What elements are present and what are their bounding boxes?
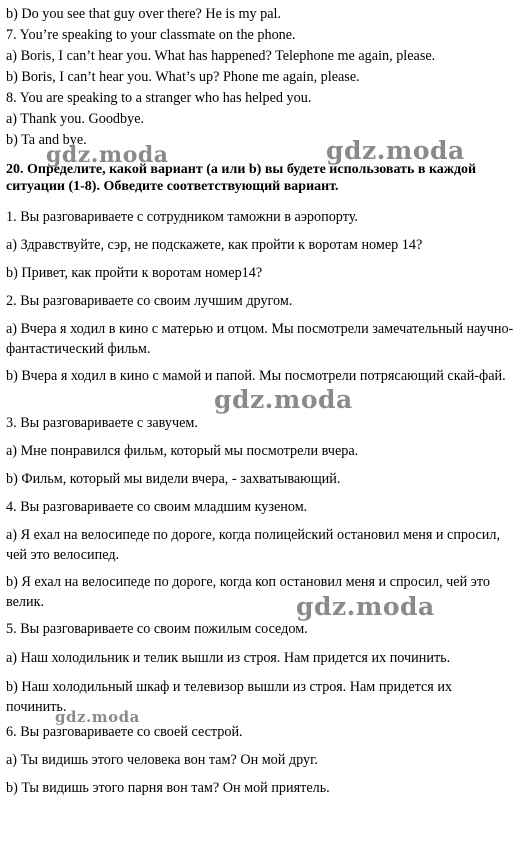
text-line: b) Boris, I can’t hear you. What’s up? Phone me again, please.: [6, 69, 360, 85]
question-line: 1. Вы разговариваете с сотрудником таможни в аэропорту.: [6, 209, 358, 225]
answer-line: a) Наш холодильник и телик вышли из строя. Нам придется их починить.: [6, 650, 451, 666]
text-line: a) Boris, I can’t hear you. What has happened? Telephone me again, please.: [6, 48, 436, 64]
answer-line: b) Я ехал на велосипеде по дороге, когда коп остановил меня и спросил, чей это велик.: [6, 574, 490, 610]
question-line: 2. Вы разговариваете со своим лучшим другом.: [6, 293, 293, 309]
answer-line: a) Здравствуйте, сэр, не подскажете, как пройти к воротам номер 14?: [6, 237, 423, 253]
answer-line: b) Наш холодильный шкаф и телевизор вышли из строя. Нам придется их починить.: [6, 679, 453, 715]
answer-line: b) Привет, как пройти к воротам номер14?: [6, 265, 263, 281]
text-line: 8. You are speaking to a stranger who has helped you.: [6, 90, 312, 106]
text-line: b) Ta and bye.: [6, 132, 87, 148]
text-line: 7. You’re speaking to your classmate on the phone.: [6, 27, 296, 43]
answer-line: a) Ты видишь этого человека вон там? Он мой друг.: [6, 752, 318, 768]
text-line: b) Do you see that guy over there? He is my pal.: [6, 6, 282, 22]
question-line: 6. Вы разговариваете со своей сестрой.: [6, 724, 243, 740]
task-heading: 20. Определите, какой вариант (a или b) вы будете использовать в каждой ситуации (1-8). Обведите соответствующий вариант.: [6, 162, 477, 194]
question-line: 3. Вы разговариваете с завучем.: [6, 415, 198, 431]
answer-line: b) Фильм, который мы видели вчера, - захватывающий.: [6, 471, 341, 487]
watermark: gdz.moda: [46, 142, 169, 168]
watermark: gdz.moda: [296, 592, 435, 621]
question-line: 4. Вы разговариваете со своим младшим кузеном.: [6, 499, 308, 515]
answer-line: b) Ты видишь этого парня вон там? Он мой приятель.: [6, 780, 330, 796]
answer-line: a) Вчера я ходил в кино с матерью и отцом. Мы посмотрели замечательный научно-фантастический фильм.: [6, 321, 514, 357]
watermark: gdz.moda: [55, 708, 140, 726]
text-line: a) Thank you. Goodbye.: [6, 111, 145, 127]
watermark: gdz.moda: [326, 136, 465, 165]
answer-line: a) Я ехал на велосипеде по дороге, когда полицейский остановил меня и спросил, чей это велосипед.: [6, 527, 500, 563]
answer-line: b) Вчера я ходил в кино с мамой и папой. Мы посмотрели потрясающий скай-фай.: [6, 368, 506, 384]
watermark: gdz.moda: [214, 385, 353, 414]
answer-line: a) Мне понравился фильм, который мы посмотрели вчера.: [6, 443, 359, 459]
question-line: 5. Вы разговариваете со своим пожилым соседом.: [6, 621, 308, 637]
